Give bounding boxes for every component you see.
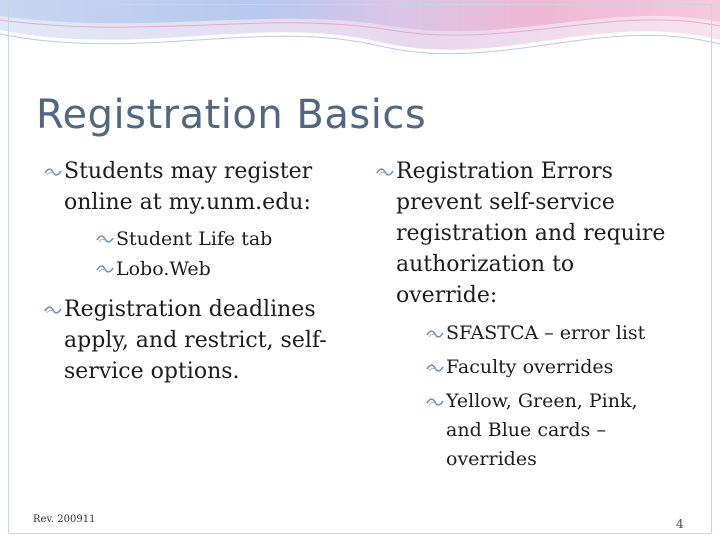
slide-title: Registration Basics xyxy=(36,92,427,138)
sub-bullet-text: Lobo.Web xyxy=(116,258,211,280)
sub-list-item xyxy=(426,319,676,348)
revision-label: Rev. 200911 xyxy=(33,514,96,525)
sub-list-item xyxy=(426,387,676,474)
wave-bullet-icon xyxy=(426,353,444,383)
wave-bullet-icon xyxy=(44,294,62,325)
list-item xyxy=(44,156,334,284)
header-wave-decoration xyxy=(0,0,720,92)
sub-bullet-list xyxy=(426,319,676,474)
sub-bullet-text: Yellow, Green, Pink, and Blue cards – overrides xyxy=(446,390,638,470)
bullet-text: Registration Errors prevent self-service registration and require authorization to override: xyxy=(396,159,666,308)
page-number: 4 xyxy=(676,517,684,531)
right-bullet-list xyxy=(376,156,676,479)
left-bullet-list xyxy=(44,156,334,387)
sub-bullet-list xyxy=(96,224,334,284)
sub-bullet-text: Student Life tab xyxy=(116,228,273,250)
list-item xyxy=(376,156,676,474)
bullet-text: Registration deadlines apply, and restrict, self-service options. xyxy=(64,297,327,384)
sub-list-item xyxy=(96,254,334,284)
bullet-text: Students may register online at my.unm.edu: xyxy=(64,159,313,215)
wave-bullet-icon xyxy=(44,156,62,187)
wave-bullet-icon xyxy=(96,254,114,284)
wave-bullet-icon xyxy=(426,319,444,349)
sub-list-item xyxy=(96,224,334,254)
list-item xyxy=(44,294,334,387)
sub-bullet-text: Faculty overrides xyxy=(446,356,614,378)
wave-bullet-icon xyxy=(376,156,394,187)
sub-list-item xyxy=(426,353,676,382)
sub-bullet-text: SFASTCA – error list xyxy=(446,322,646,344)
wave-bullet-icon xyxy=(426,387,444,417)
wave-bullet-icon xyxy=(96,224,114,254)
